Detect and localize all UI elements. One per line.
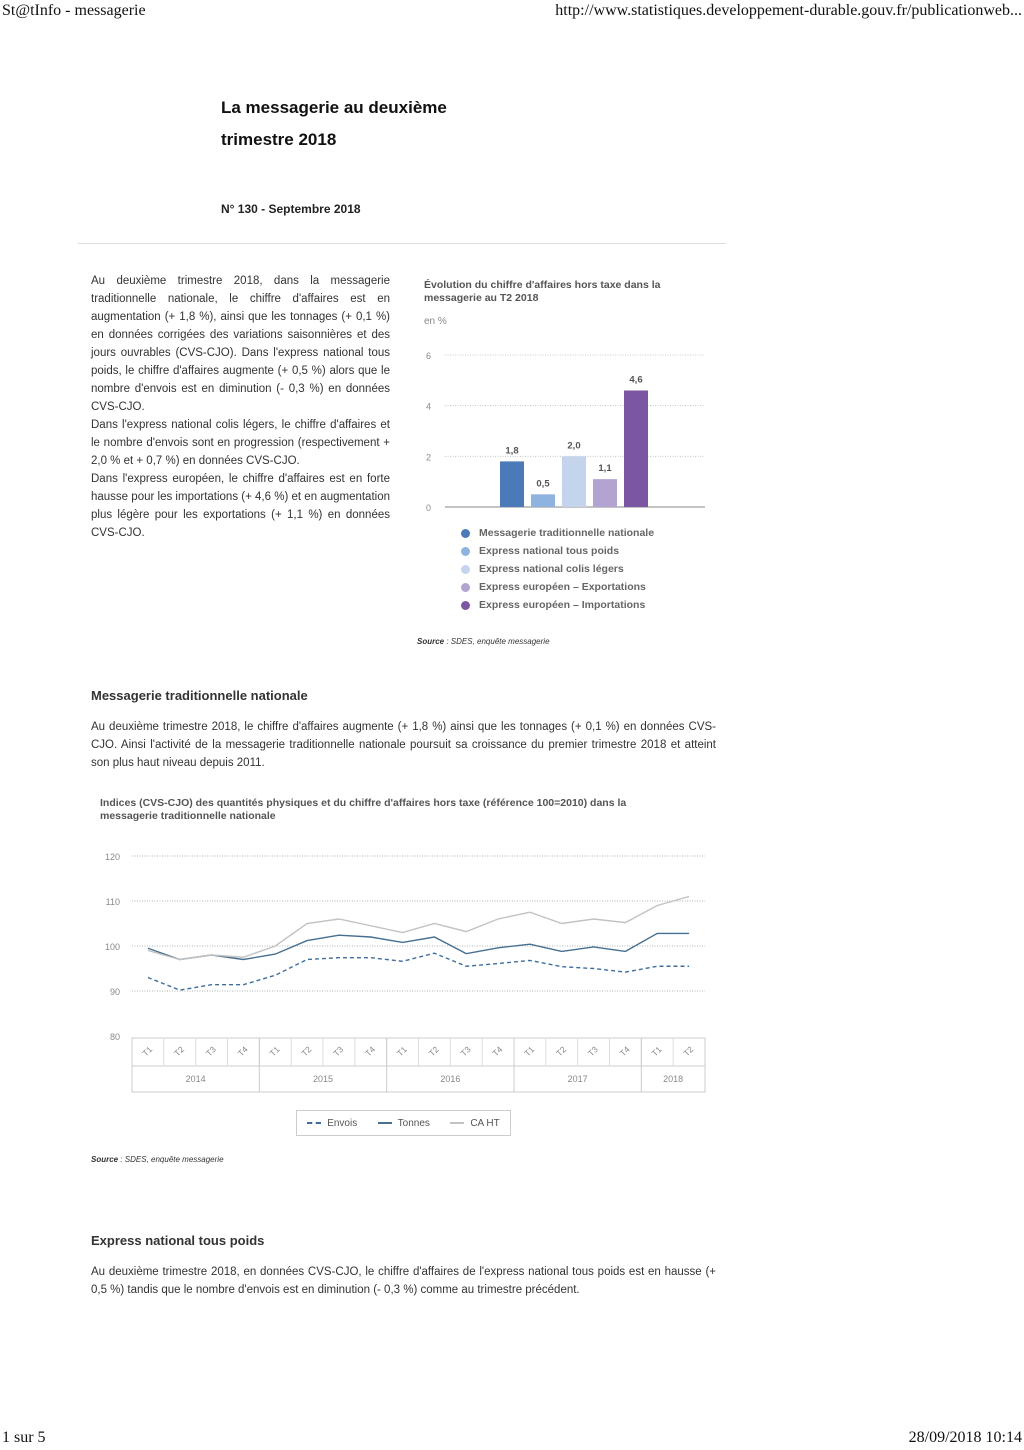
legend-item: [461, 578, 654, 596]
line-chart-legend: [296, 1110, 511, 1136]
quarter-label: T1: [649, 1044, 664, 1059]
quarter-label: T4: [362, 1044, 378, 1059]
legend-item: [378, 1118, 430, 1129]
legend-item: [307, 1118, 357, 1129]
bar: [593, 479, 617, 507]
page-url[interactable]: http://www.statistiques.developpement-durable.gouv.fr/publicationweb...: [555, 2, 1022, 19]
bar: [624, 390, 648, 507]
year-label: 2018: [663, 1074, 684, 1084]
legend-label: Express européen – Exportations: [479, 581, 646, 593]
year-label: 2016: [440, 1074, 461, 1084]
article-title: [221, 92, 541, 156]
legend-item: [461, 524, 654, 542]
bar-value-label: 1,8: [505, 445, 519, 457]
bar-value-label: 4,6: [629, 374, 643, 386]
quarter-label: T2: [299, 1044, 314, 1059]
y-tick-label: 0: [426, 503, 432, 513]
article-title-line1: La messagerie au deuxième: [221, 98, 447, 117]
quarter-label: T1: [394, 1044, 409, 1059]
legend-label: Tonnes: [397, 1117, 430, 1129]
y-tick-label: 6: [426, 351, 432, 361]
bar-chart-title: Évolution du chiffre d'affaires hors taxe dans la messagerie au T2 2018: [424, 279, 661, 304]
y-tick-label: 80: [109, 1032, 120, 1042]
quarter-label: T2: [681, 1044, 696, 1059]
year-label: 2017: [567, 1074, 588, 1084]
quarter-label: T1: [140, 1044, 155, 1059]
bar: [531, 494, 555, 507]
bar-value-label: 1,1: [598, 463, 612, 475]
quarter-label: T4: [235, 1044, 250, 1059]
year-label: 2014: [185, 1074, 206, 1084]
quarter-label: T2: [171, 1044, 187, 1059]
legend-dot-icon: [461, 565, 470, 574]
section-heading-messagerie: Messagerie traditionnelle nationale: [91, 688, 308, 703]
quarter-label: T1: [522, 1044, 537, 1059]
quarter-label: T2: [553, 1044, 569, 1059]
series-line: [148, 897, 689, 960]
y-tick-label: 4: [426, 401, 432, 412]
legend-dot-icon: [461, 583, 470, 592]
source-label: Source: [91, 1155, 119, 1164]
divider: [78, 243, 726, 244]
legend-label: Envois: [327, 1117, 358, 1129]
quarter-label: T3: [331, 1044, 346, 1059]
line-chart: [90, 840, 730, 1100]
bar-chart-unit: en %: [424, 316, 447, 327]
series-line: [148, 953, 689, 990]
year-label: 2015: [312, 1074, 334, 1084]
legend-item: [461, 596, 654, 614]
source-label: Source: [417, 637, 445, 646]
legend-line-icon: [307, 1122, 321, 1124]
section-text-express: Au deuxième trimestre 2018, en données CVS-CJO, le chiffre d'affaires de l'express national tous poids est en hausse (+ 0,5 %) tandis que le nombre d'envois est en diminution (- 0,3 %) comme au trimestre précédent.: [91, 1266, 716, 1296]
intro-paragraph-3: Dans l'express européen, le chiffre d'affaires est en forte hausse pour les importations (+ 4,6 %) et en augmentation plus légère pour les exportations (+ 1,1 %) en données CVS-CJO.: [91, 473, 390, 539]
section-text-messagerie: Au deuxième trimestre 2018, le chiffre d'affaires augmente (+ 1,8 %) ainsi que les tonnages (+ 0,1 %) en données CVS-CJO. Ainsi l'activité de la messagerie traditionnelle nationale poursuit sa croissance du premier trimestre 2018 et atteint son plus haut niveau depuis 2011.: [91, 721, 716, 769]
issue-number: N° 130 - Septembre 2018: [221, 202, 361, 216]
page-count: 1 sur 5: [2, 1429, 46, 1446]
quarter-label: T4: [617, 1044, 632, 1059]
y-tick-label: 120: [104, 852, 120, 862]
y-tick-label: 100: [104, 942, 120, 952]
legend-line-icon: [378, 1122, 392, 1124]
line-chart-source: [91, 1155, 224, 1164]
section-heading-express: Express national tous poids: [91, 1233, 265, 1248]
quarter-label: T2: [426, 1044, 441, 1059]
intro-paragraph-2: Dans l'express national colis légers, le chiffre d'affaires et le nombre d'envois sont en progression (respectivement + 2,0 % et + 0,7 %) en données CVS-CJO.: [91, 419, 390, 467]
y-tick-label: 2: [426, 452, 432, 463]
y-tick-label: 90: [109, 987, 120, 997]
print-datetime: 28/09/2018 10:14: [908, 1429, 1022, 1446]
legend-label: Express national colis légers: [479, 563, 624, 575]
legend-line-icon: [450, 1122, 464, 1124]
bar-chart: [420, 340, 720, 520]
legend-dot-icon: [461, 529, 470, 538]
legend-dot-icon: [461, 601, 470, 610]
bar-value-label: 2,0: [567, 440, 581, 452]
bar: [562, 456, 586, 507]
line-chart-title: Indices (CVS-CJO) des quantités physiques et du chiffre d'affaires hors taxe (référence 100=2010) dans la messagerie traditionnelle nationale: [100, 797, 627, 822]
quarter-label: T1: [267, 1044, 282, 1059]
quarter-label: T3: [203, 1044, 218, 1059]
quarter-label: T3: [585, 1044, 600, 1059]
legend-label: Express national tous poids: [479, 545, 620, 557]
legend-item: [461, 560, 654, 578]
intro-text: [91, 272, 390, 542]
legend-item: [450, 1118, 499, 1129]
article-title-line2: trimestre 2018: [221, 130, 337, 149]
quarter-label: T3: [458, 1044, 473, 1059]
bar-chart-legend: [461, 524, 654, 614]
legend-label: Express européen – Importations: [479, 599, 646, 611]
source-text: : SDES, enquête messagerie: [118, 1155, 224, 1164]
page-title: St@tInfo - messagerie: [2, 2, 146, 19]
bar-value-label: 0,5: [536, 478, 550, 490]
bar-chart-source: [417, 637, 550, 646]
intro-paragraph-1: Au deuxième trimestre 2018, dans la messagerie traditionnelle nationale, le chiffre d'affaires est en augmentation (+ 1,8 %), ainsi que les tonnages (+ 0,1 %) en données corrigées des variations saisonnières et des jours ouvrables (CVS-CJO). Dans l'express national tous poids, le chiffre d'affaires augmente (+ 0,5 %) alors que le nombre d'envois est en diminution (- 0,3 %) en données CVS-CJO.: [91, 275, 390, 413]
legend-label: Messagerie traditionnelle nationale: [479, 527, 655, 539]
bar: [500, 461, 524, 507]
legend-dot-icon: [461, 547, 470, 556]
y-tick-label: 110: [105, 897, 120, 907]
quarter-label: T4: [490, 1044, 505, 1059]
source-text: : SDES, enquête messagerie: [444, 637, 550, 646]
legend-item: [461, 542, 654, 560]
legend-label: CA HT: [470, 1117, 500, 1129]
